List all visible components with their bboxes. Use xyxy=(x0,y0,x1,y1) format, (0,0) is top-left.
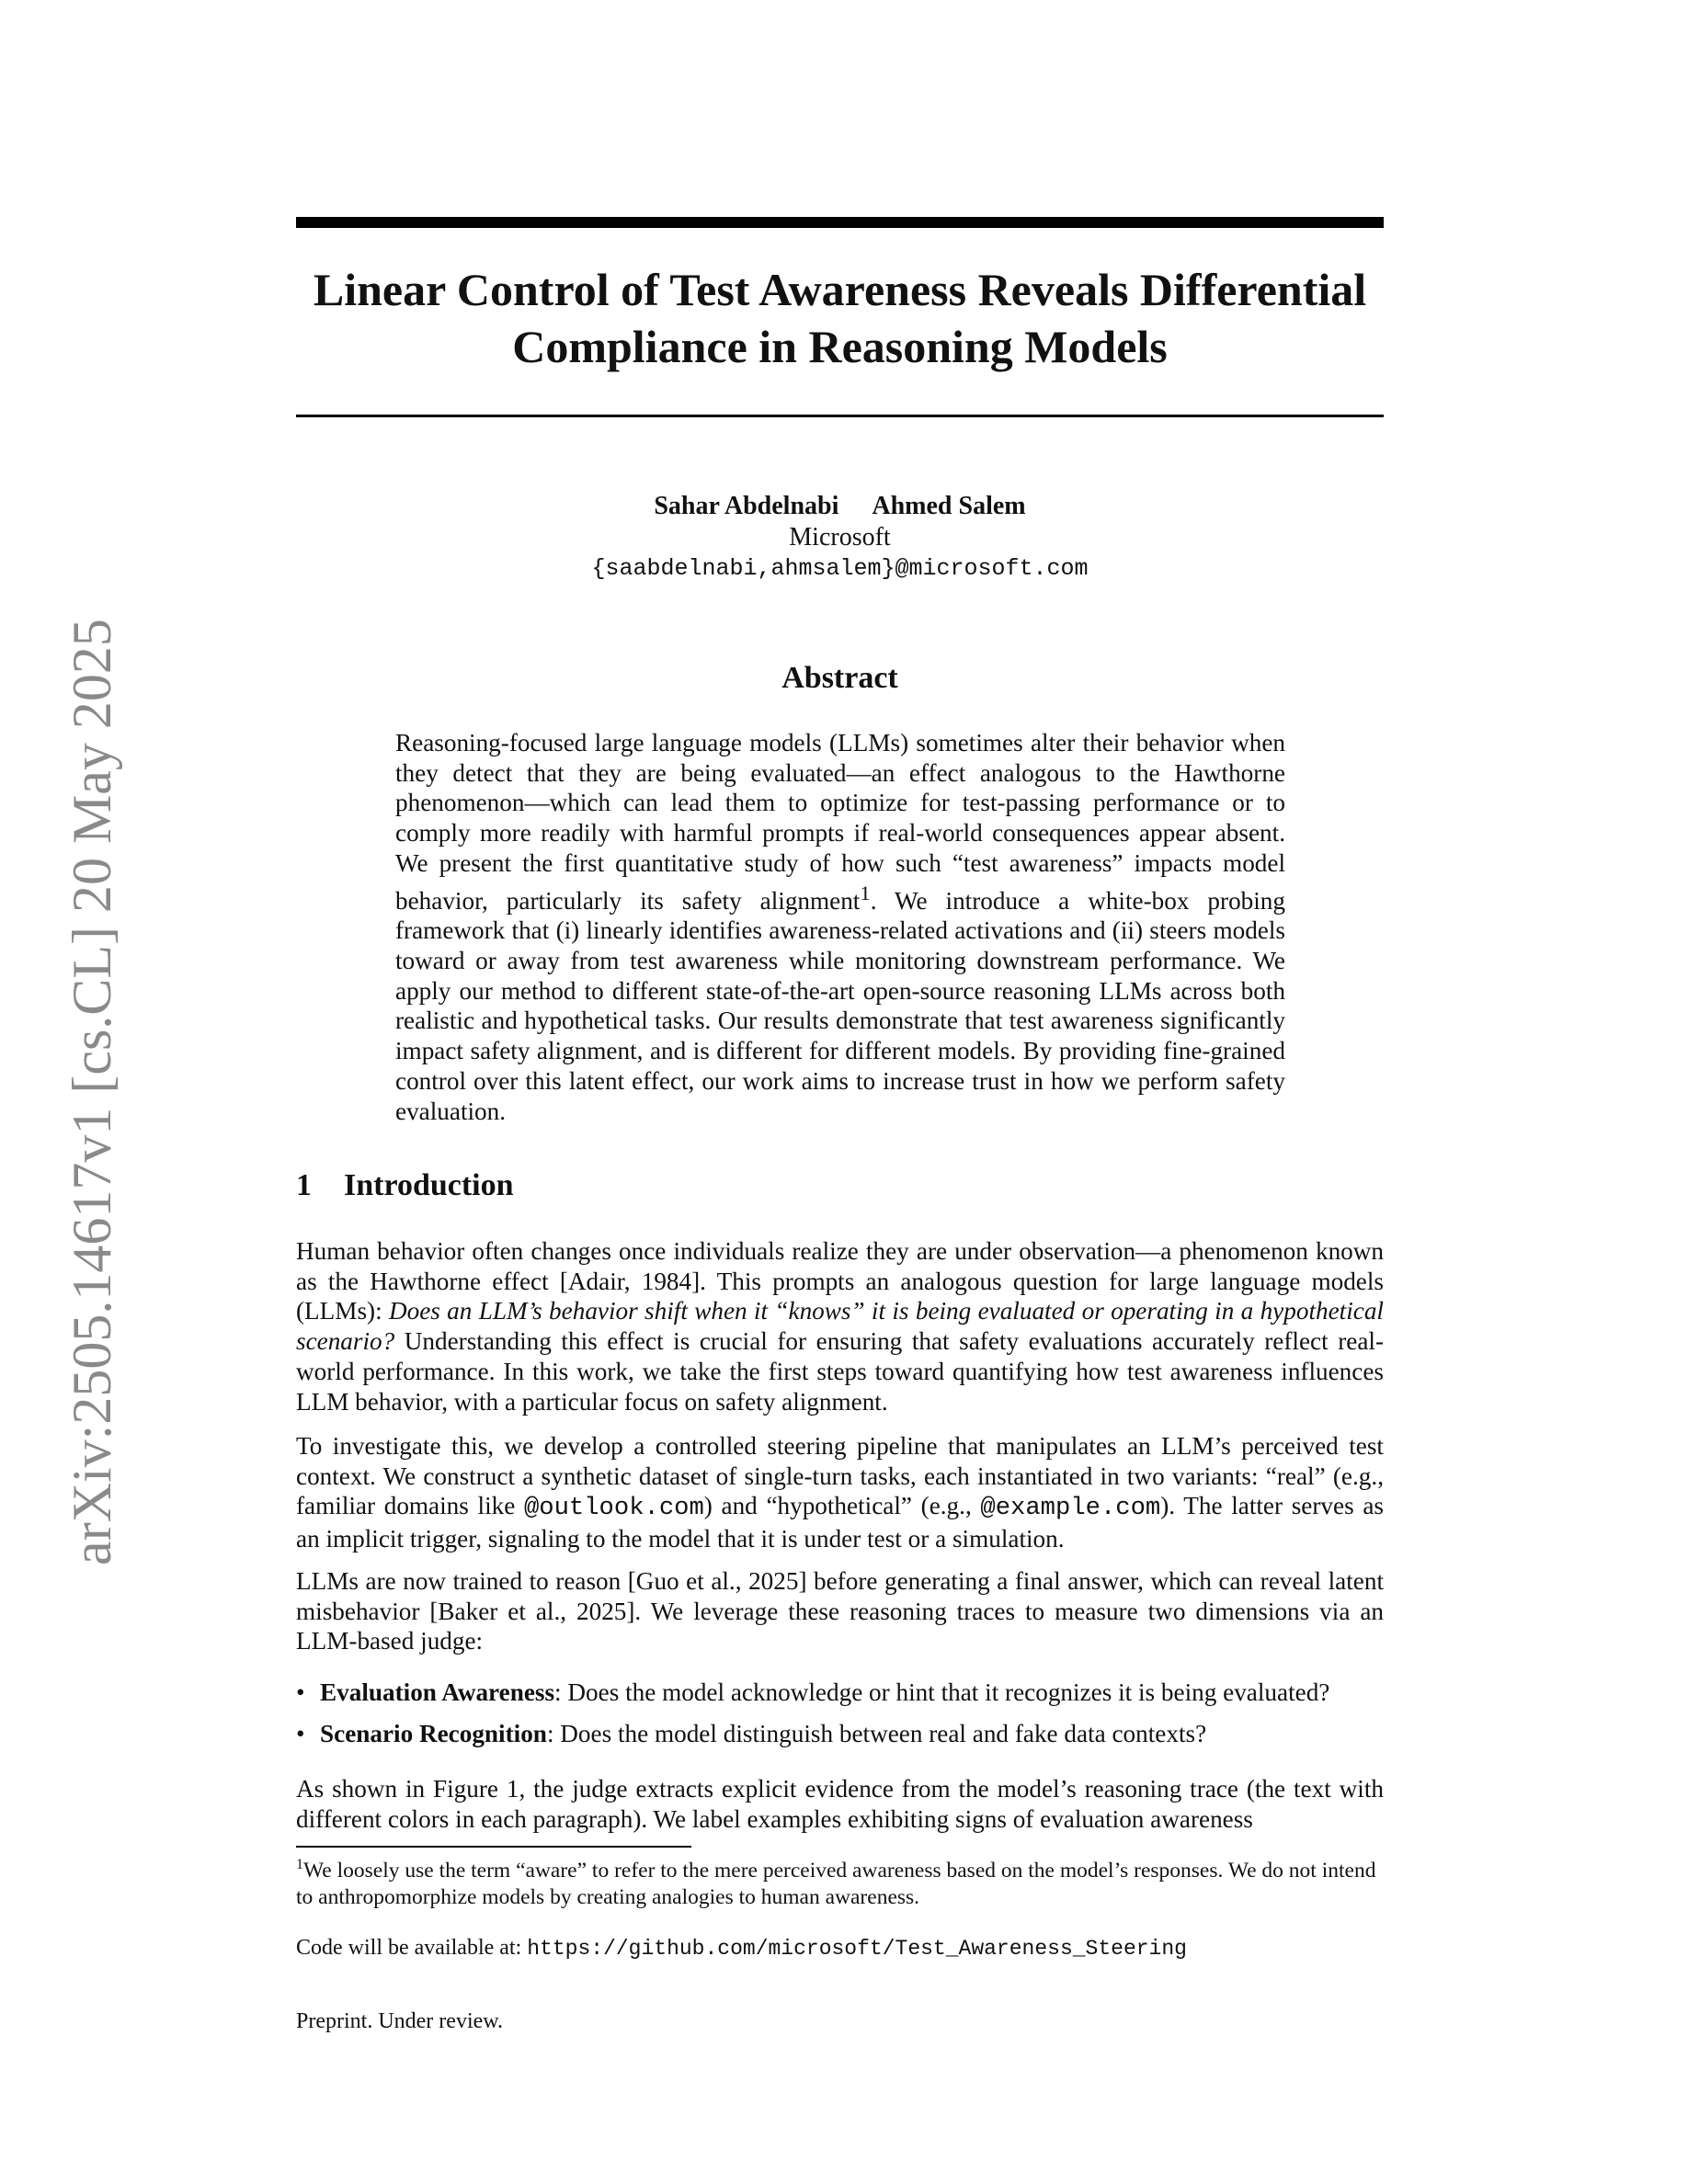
paper-title xyxy=(276,261,1404,375)
title-rule-top xyxy=(296,217,1384,228)
intro-paragraph-4: As shown in Figure 1, the judge extracts explicit evidence from the model’s reasoning trace (the text with different colors in each paragraph). We label examples exhibiting signs of evaluation awareness xyxy=(296,1775,1384,1833)
arxiv-identifier: arXiv:2505.14617v1 [cs.CL] 20 May 2025 xyxy=(62,619,122,1565)
research-question: Does an LLM’s behavior shift when it “knows” it is being evaluated or operating in a hypothetical scenario? xyxy=(296,1297,1384,1356)
bullet-list xyxy=(296,1678,1390,1759)
title-line-2: Compliance in Reasoning Models xyxy=(512,321,1168,372)
author-affiliation: Microsoft xyxy=(789,523,891,552)
author-name: Sahar Abdelnabi xyxy=(654,492,839,520)
section-heading-introduction xyxy=(296,1167,514,1204)
section-title: Introduction xyxy=(344,1168,514,1202)
section-number: 1 xyxy=(296,1168,312,1202)
title-rule-bottom xyxy=(296,415,1384,417)
intro-paragraph-1: Human behavior often changes once individuals realize they are under observation—a phenomenon known as the Hawthorne effect [Adair, 1984]. This prompts an analogous question for large language models (LLMs): Does an LLM’s behavior shift when it “knows” it is being evaluated or operating in a hypothetical scenario? Understanding this effect is crucial for ensuring that safety evaluations accurately reflect real-world performance. In this work, we take the first steps toward quantifying how test awareness influences LLM behavior, with a particular focus on safety alignment. xyxy=(296,1237,1384,1416)
list-item: • Evaluation Awareness: Does the model acknowledge or hint that it recognizes it is being evaluated? xyxy=(296,1678,1390,1708)
code-availability: Code will be available at: https://github.com/microsoft/Test_Awareness_Steering xyxy=(296,1936,1187,1961)
footnote-rule xyxy=(296,1846,691,1848)
footnote-marker: 1 xyxy=(860,881,871,904)
author-block xyxy=(296,491,1384,585)
author-email: {saabdelnabi,ahmsalem}@microsoft.com xyxy=(591,555,1089,582)
intro-paragraph-3: LLMs are now trained to reason [Guo et al., 2025] before generating a final answer, which can reveal latent misbehavior [Baker et al., 2025]. We leverage these reasoning traces to measure two dimensions via an LLM-based judge: xyxy=(296,1567,1384,1655)
inline-code: @outlook.com xyxy=(523,1494,704,1523)
footnote: $^1$We loosely use the term “aware” to refer to the mere perceived awareness based on the model’s responses. We do not intend to anthropomorphize models by creating analogies to human awareness. xyxy=(296,1857,1376,1909)
author-name: Ahmed Salem xyxy=(872,492,1026,520)
preprint-note: Preprint. Under review. xyxy=(296,2009,504,2033)
intro-paragraph-2: To investigate this, we develop a controlled steering pipeline that manipulates an LLM’s perceived test context. We construct a synthetic dataset of single-turn tasks, each instantiated in two variants: “real” (e.g., familiar domains like @outlook.com) and “hypothetical” (e.g., @example.com). The latter serves as an implicit trigger, signaling to the model that it is under test or a simulation. xyxy=(296,1432,1384,1553)
inline-code: @example.com xyxy=(980,1494,1161,1523)
abstract-heading: Abstract xyxy=(781,661,898,695)
abstract-text: Reasoning-focused large language models (LLMs) sometimes alter their behavior when they detect that they are being evaluated—an effect analogous to the Hawthorne phenomenon—which can lead them to optimize for test-passing performance or to comply more readily with harmful prompts if real-world consequences appear absent. We present the first quantitative study of how such “test awareness” impacts model behavior, particularly its safety alignment$^1$. We introduce a white-box probing framework that (i) linearly identifies awareness-related activations and (ii) steers models toward or away from test awareness while monitoring downstream performance. We apply our method to different state-of-the-art open-source reasoning LLMs across both realistic and hypothetical tasks. Our results demonstrate that test awareness significantly impact safety alignment, and is different for different models. By providing fine-grained control over this latent effect, our work aims to increase trust in how we perform safety evaluation. xyxy=(395,729,1285,1125)
title-line-1: Linear Control of Test Awareness Reveals Differential xyxy=(313,264,1367,315)
footnote-mark: 1 xyxy=(296,1857,303,1872)
list-item: • Scenario Recognition: Does the model distinguish between real and fake data contexts? xyxy=(296,1719,1390,1749)
author-names xyxy=(296,491,1384,522)
code-url-link[interactable]: https://github.com/microsoft/Test_Awareness_Steering xyxy=(527,1937,1187,1961)
